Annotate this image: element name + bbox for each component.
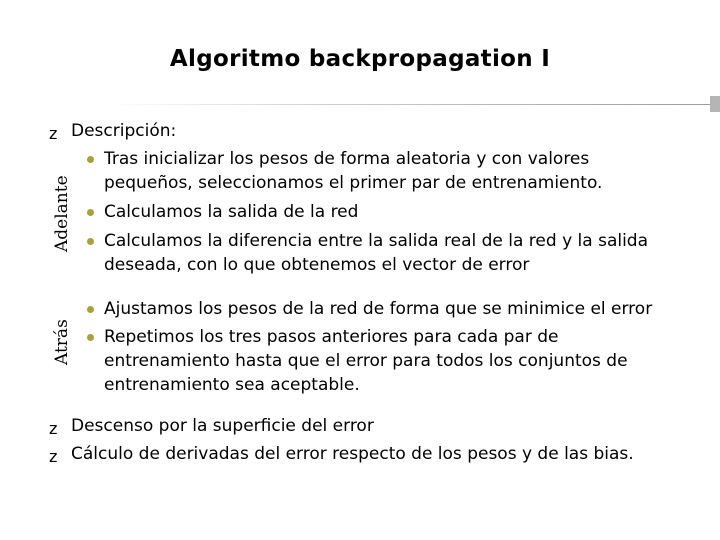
- bullet-calculo: Cálculo de derivadas del error respecto de los pesos y de las bias.: [71, 444, 634, 464]
- z-bullet-icon: z: [49, 447, 58, 466]
- round-bullet-icon: [87, 238, 94, 245]
- z-bullet-icon: z: [49, 419, 58, 438]
- sub-bullet-line: entrenamiento sea aceptable.: [104, 375, 360, 395]
- sub-bullet-line: pequeños, seleccionamos el primer par de entrenamiento.: [104, 173, 603, 193]
- round-bullet-icon: [87, 209, 94, 216]
- sub-bullet-line: Tras inicializar los pesos de forma aleatoria y con valores: [104, 149, 590, 169]
- bullet-descripcion: Descripción:: [71, 121, 177, 141]
- sub-bullet-line: entrenamiento hasta que el error para todos los conjuntos de: [104, 351, 628, 371]
- nav-forward-link[interactable]: Adelante: [52, 175, 72, 252]
- bullet-descenso: Descenso por la superficie del error: [71, 416, 374, 436]
- z-bullet-icon: z: [49, 124, 58, 143]
- round-bullet-icon: [87, 334, 94, 341]
- slide-title: Algoritmo backpropagation I: [169, 46, 551, 72]
- sub-bullet-line: Repetimos los tres pasos anteriores para cada par de: [104, 327, 559, 347]
- sub-bullet-line: Calculamos la salida de la red: [104, 202, 359, 222]
- round-bullet-icon: [87, 156, 94, 163]
- title-divider: [110, 104, 720, 105]
- nav-back-link[interactable]: Atrás: [52, 319, 72, 365]
- round-bullet-icon: [87, 306, 94, 313]
- divider-end-block: [710, 96, 720, 112]
- sub-bullet-line: Ajustamos los pesos de la red de forma que se minimice el error: [104, 299, 653, 319]
- sub-bullet-line: Calculamos la diferencia entre la salida real de la red y la salida: [104, 231, 649, 251]
- sub-bullet-line: deseada, con lo que obtenemos el vector de error: [104, 255, 530, 275]
